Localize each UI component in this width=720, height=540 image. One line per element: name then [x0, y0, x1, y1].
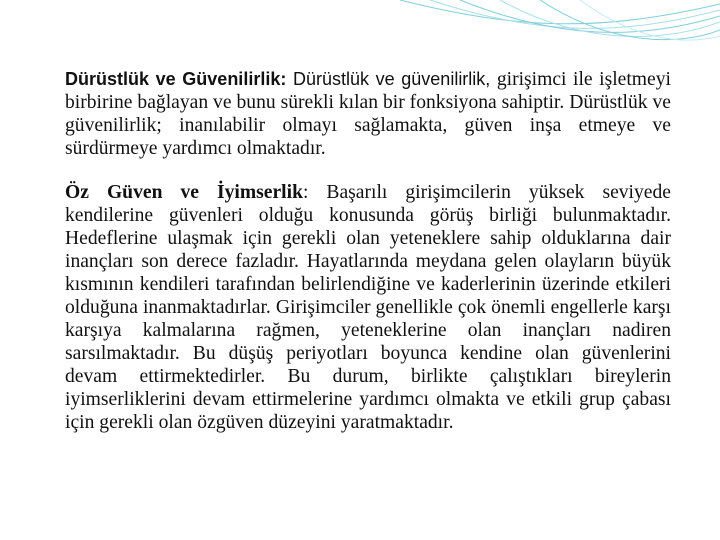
paragraph-confidence	[65, 181, 671, 434]
paragraph-body: girişimci ile işletmeyi birbirine bağlayan ve bunu sürekli kılan bir fonksiyona sahiptir. Dürüstlük ve güvenilirlik; inanılabilir olmayı sağlamakta, güven inşa etmeye ve sürdürmeye yardımcı olmaktadır.	[65, 69, 671, 159]
main-content	[65, 68, 671, 434]
paragraph-lead: Dürüstlük ve güvenilirlik,	[286, 69, 491, 89]
paragraph-title: Dürüstlük ve Güvenilirlik:	[65, 69, 287, 89]
paragraph-body: : Başarılı girişimcilerin yüksek seviyede kendilerine güvenleri olduğu konusunda görüş birliği bulunmaktadır. Hedeflerine ulaşmak için gerekli olan yeteneklere sahip olduklarına dair inançları son derece fazladır. Hayatlarında meydana gelen olayların büyük kısmının kendileri tarafından belirlendiğine ve kaderlerinin üzerinde etkileri olduğuna inanmaktadırlar. Girişimciler genellikle çok önemli engellerle karşı karşıya kalmalarına rağmen, yeteneklerine olan inançları nadiren sarsılmaktadır. Bu düşüş periyotları boyunca kendine olan güvenlerini devam ettirmektedirler. Bu durum, birlikte çalıştıkları bireylerin iyimserliklerini devam ettirmelerine yardımcı olmakta ve etkili grup çabası için gerekli olan özgüven düzeyini yaratmaktadır.	[65, 182, 671, 433]
paragraph-honesty	[65, 68, 671, 160]
decorative-wave-lines	[0, 0, 720, 60]
paragraph-title: Öz Güven ve İyimserlik	[65, 182, 303, 203]
